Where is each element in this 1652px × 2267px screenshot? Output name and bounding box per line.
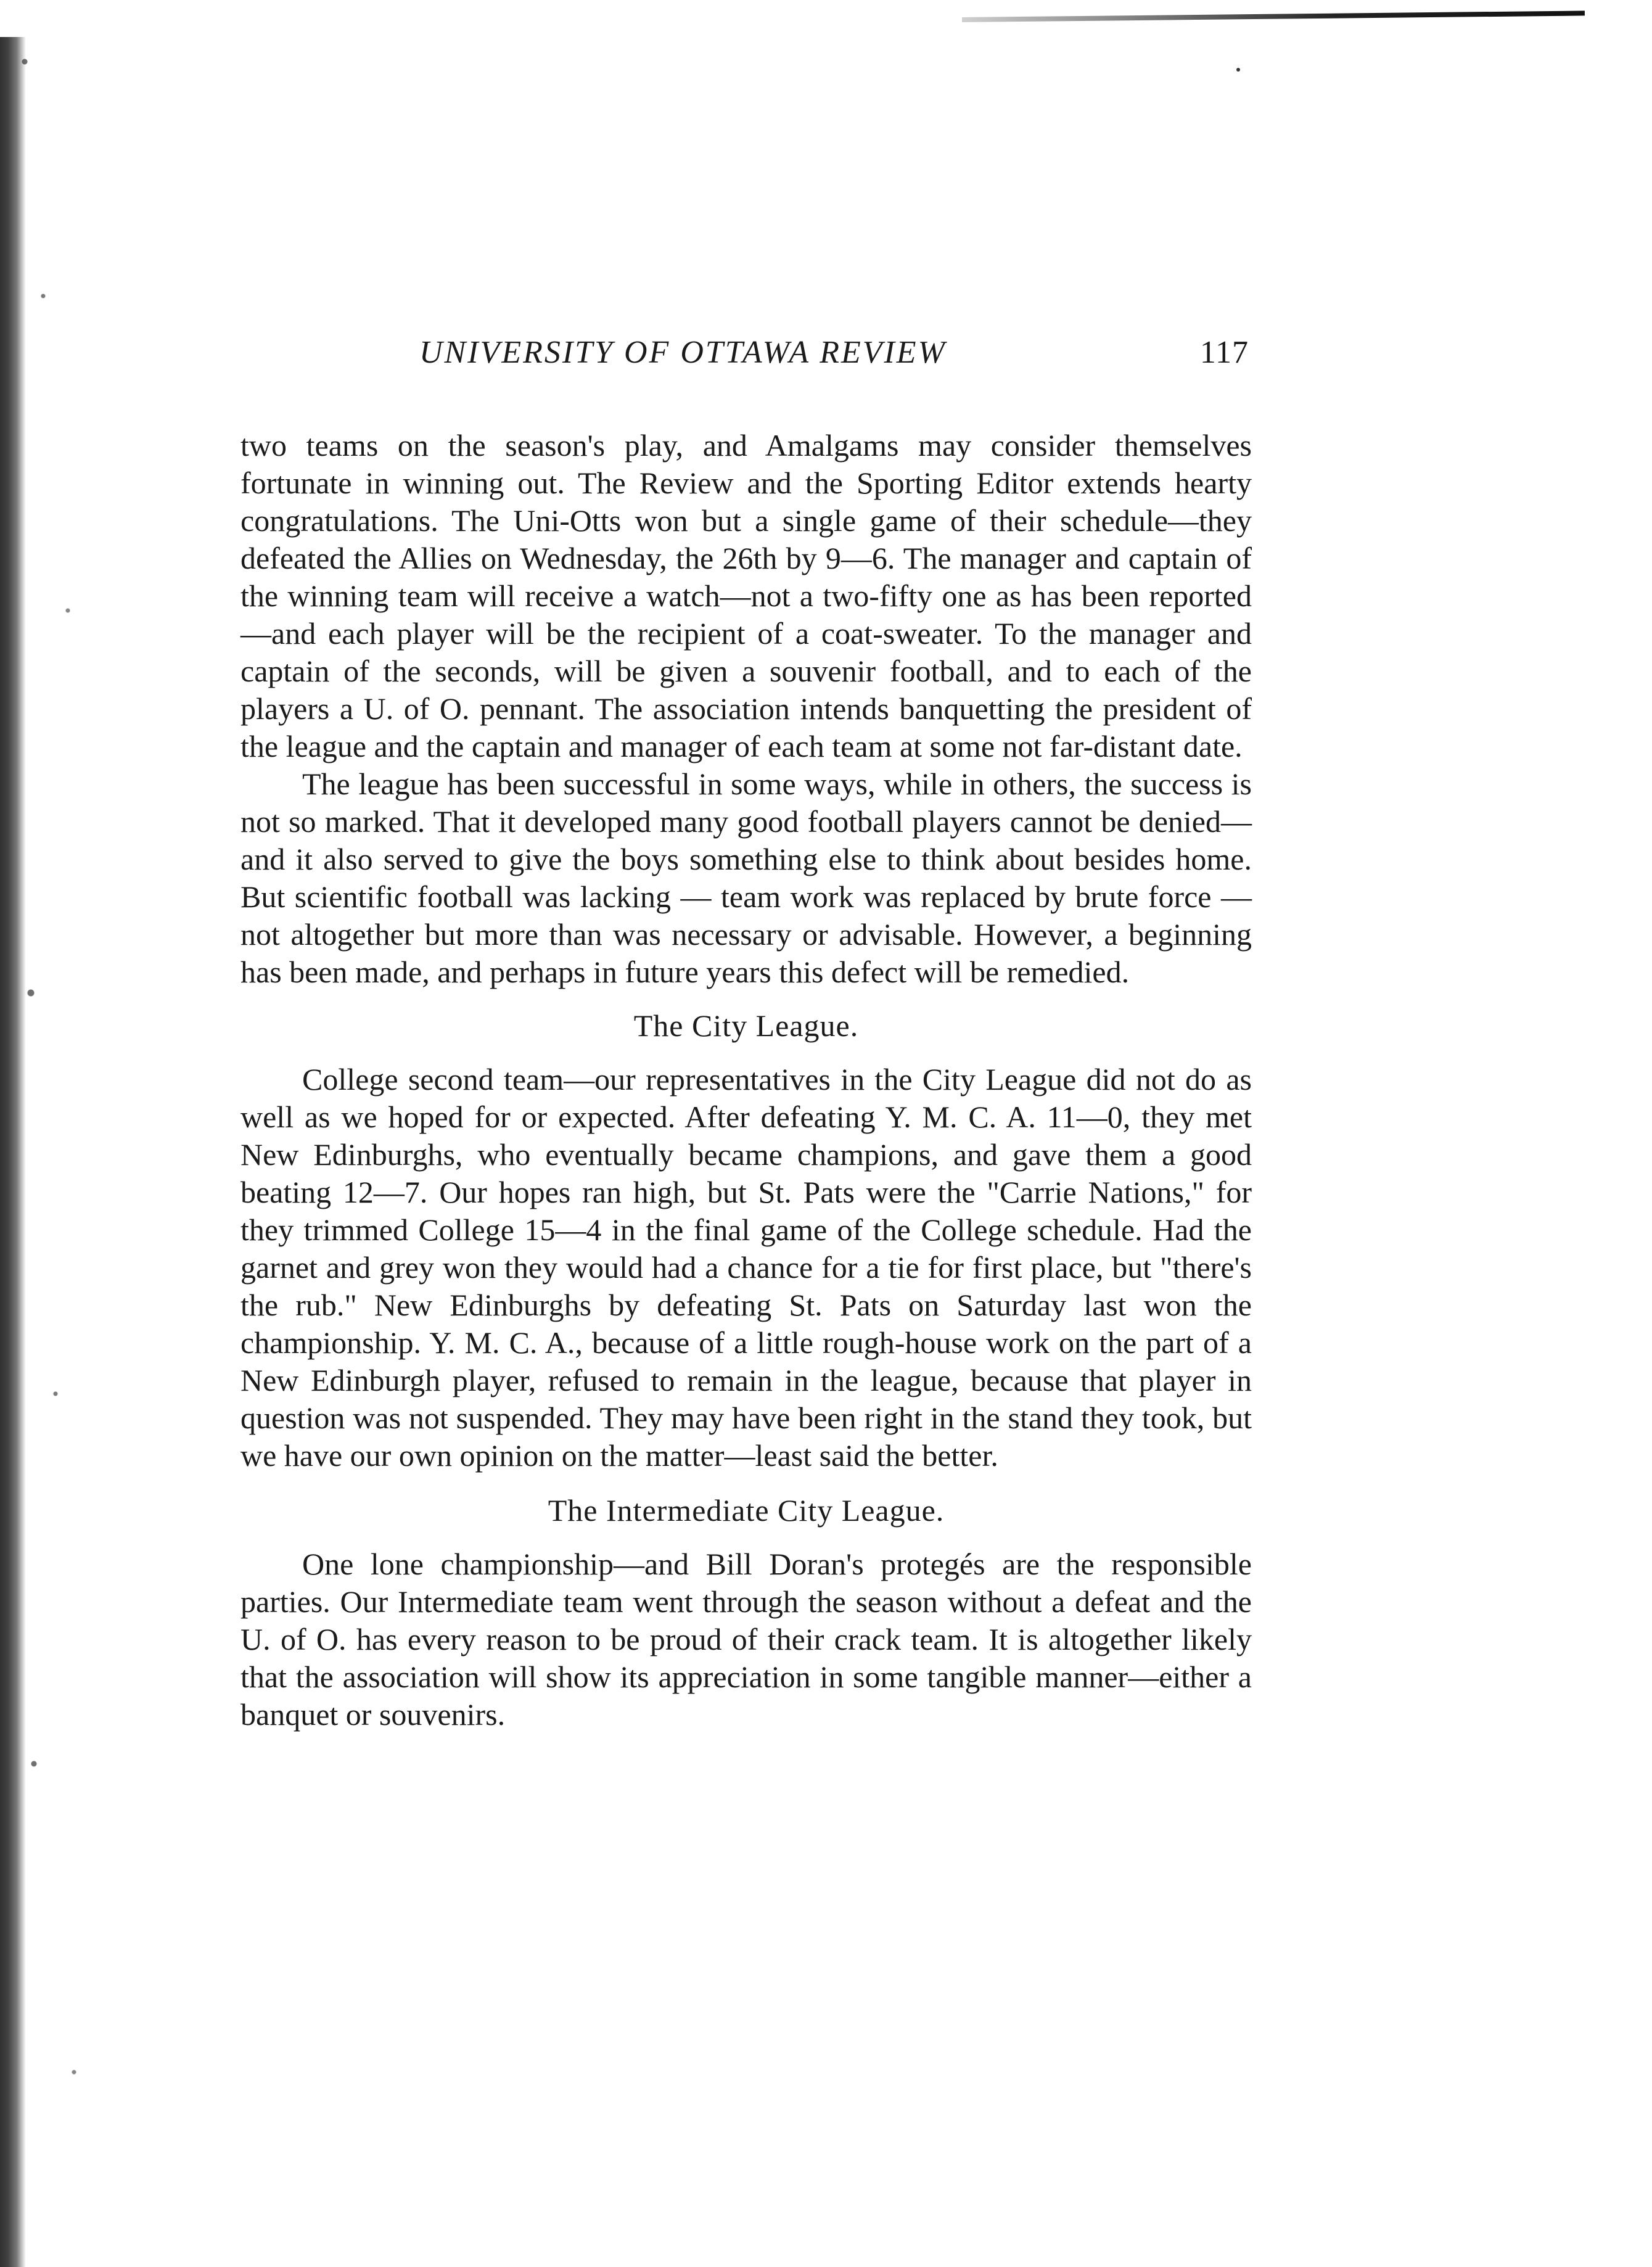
scan-top-rule <box>962 10 1585 22</box>
paragraph-league-summary: The league has been successful in some ways, while in others, the success is not so marked. That it developed many good football players cannot be denied—and it also served to give the boys something else to think about besides home. But scientific football was lacking — team work was replaced by brute force — not altogether but more than was necessary or advisable. However, a beginning has been made, and perhaps in future years this defect will be remedied. <box>240 767 1252 989</box>
body-text <box>240 427 1252 1734</box>
scan-speckles <box>18 37 179 2267</box>
section-heading-city-league: The City League. <box>633 1008 859 1043</box>
paragraph-city-league: College second team—our representatives in the City League did not do as well as we hoped for or expected. After defeating Y. M. C. A. 11—0, they met New Edinburghs, who eventually became champions, and gave them a good beating 12—7. Our hopes ran high, but St. Pats were the "Carrie Nations," for they trimmed College 15—4 in the final game of the College schedule. Had the garnet and grey won they would had a chance for a tie for first place, but "there's the rub." New Edinburghs by defeating St. Pats on Saturday last won the championship. Y. M. C. A., because of a little rough-house work on the part of a New Edinburgh player, refused to remain in the league, because that player in question was not suspended. They may have been right in the stand they took, but we have our own opinion on the matter—least said the better. <box>240 1062 1252 1473</box>
paragraph-intermediate-league: One lone championship—and Bill Doran's protegés are the responsible parties. Our Intermediate team went through the season without a defeat and the U. of O. has every reason to be proud of their crack team. It is altogether likely that the association will show its appreciation in some tangible manner—either a banquet or souvenirs. <box>240 1547 1252 1732</box>
running-title: UNIVERSITY OF OTTAWA REVIEW <box>419 335 947 370</box>
paragraph-continuation: two teams on the season's play, and Amalgams may consider themselves fortunate in winning out. The Review and the Sporting Editor extends hearty congratulations. The Uni-Otts won but a single game of their schedule—they defeated the Allies on Wednesday, the 26th by 9—6. The manager and captain of the winning team will receive a watch—not a two-fifty one as has been reported —and each player will be the recipient of a coat-sweater. To the manager and captain of the seconds, will be given a souvenir football, and to each of the players a U. of O. pennant. The association intends banquetting the president of the league and the captain and manager of each team at some not far-distant date. <box>240 428 1252 763</box>
page-number: 117 <box>1199 335 1249 370</box>
section-heading-intermediate-league: The Intermediate City League. <box>548 1493 945 1528</box>
scan-speck <box>1236 68 1240 72</box>
page <box>240 327 1252 1734</box>
running-head <box>240 327 1252 379</box>
